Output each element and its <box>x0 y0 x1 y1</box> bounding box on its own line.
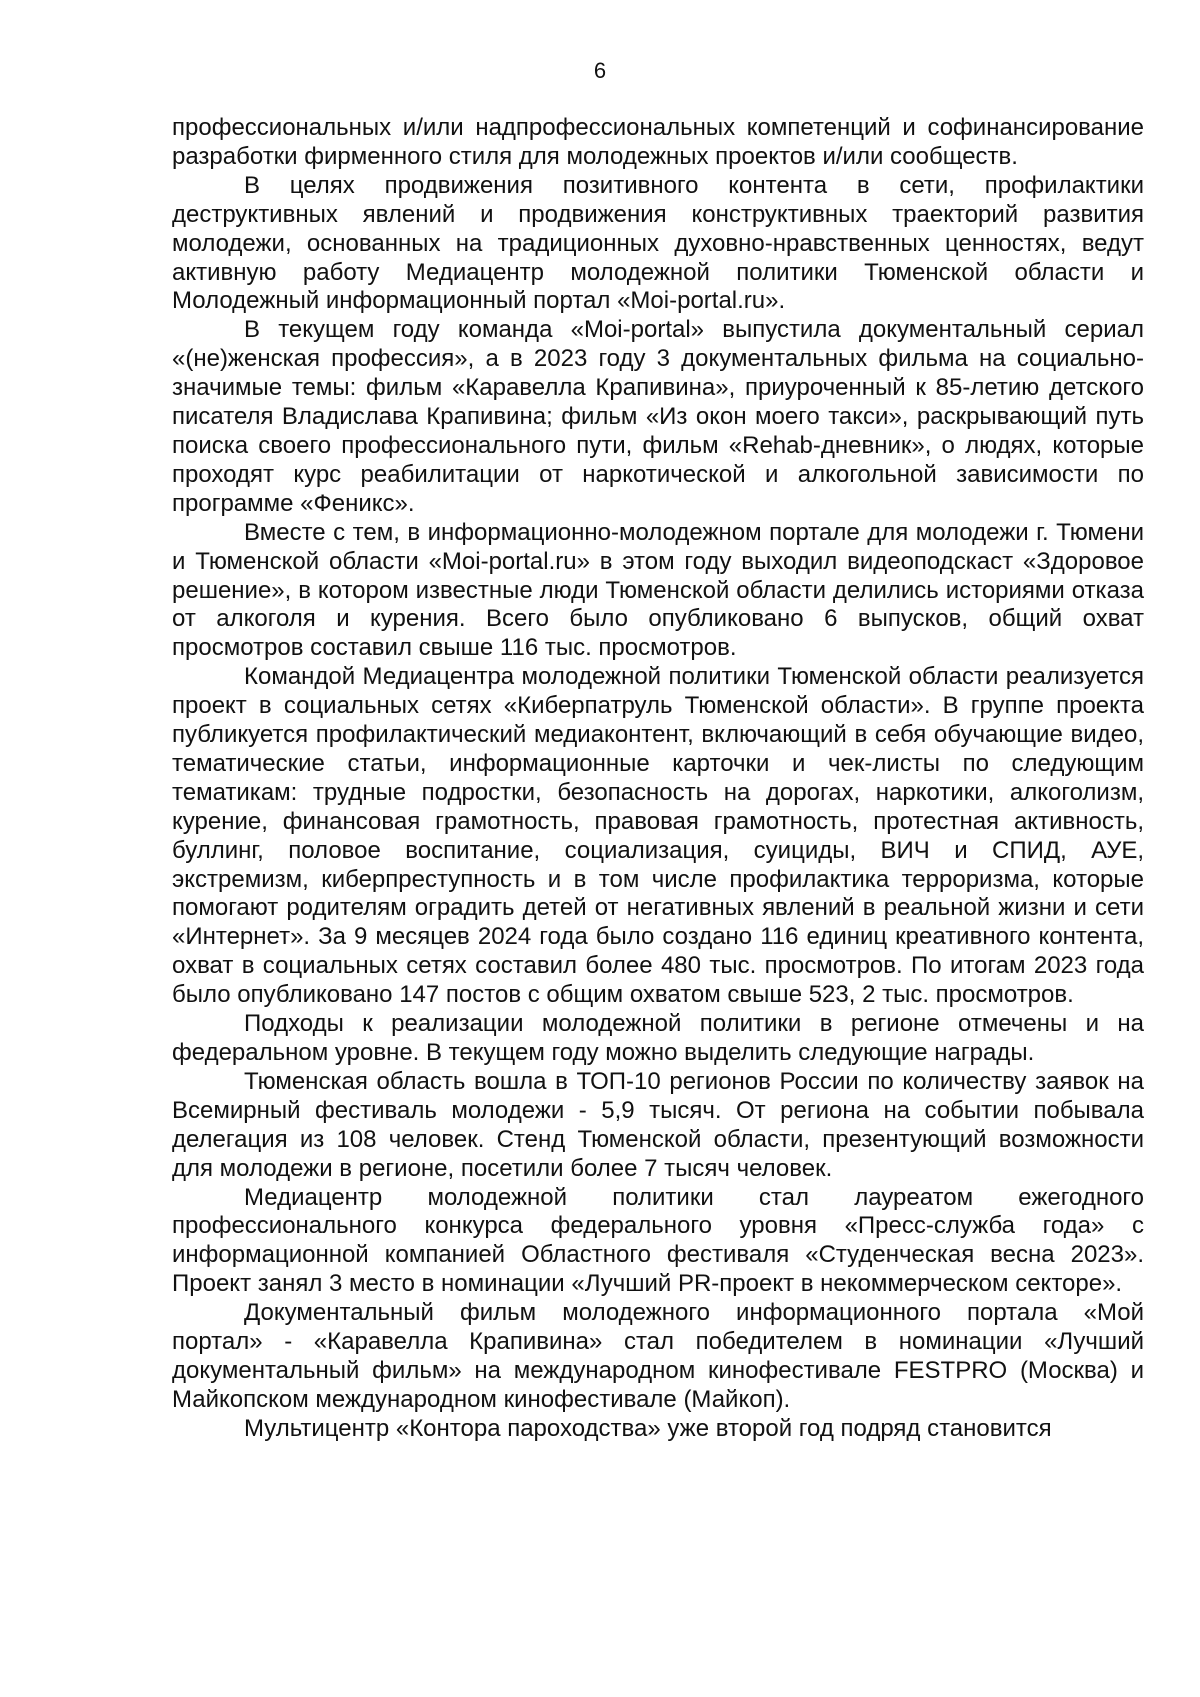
paragraph-festpro-award: Документальный фильм молодежного информационного портала «Мой портал» - «Каравелла Крапивина» стал победителем в номинации «Лучший документальный фильм» на международном кинофестивале FESTPRO (Москва) и Майкопском международном кинофестивале (Майкоп). <box>172 1299 1144 1413</box>
paragraph-videopodcast: Вместе с тем, в информационно-молодежном портале для молодежи г. Тюмени и Тюменской области «Moi-portal.ru» в этом году выходил видеоподскаст «Здоровое решение», в котором известные люди Тюменской области делились историями отказа от алкоголя и курения. Всего было опубликовано 6 выпусков, общий охват просмотров составил свыше 116 тыс. просмотров. <box>172 518 1144 662</box>
page-number: 6 <box>593 58 607 83</box>
document-body <box>172 114 1144 1444</box>
paragraph-multicenter: Мультицентр «Контора пароходства» уже второй год подряд становится <box>244 1414 1052 1442</box>
paragraph-cyberpatrol: Командой Медиацентра молодежной политики Тюменской области реализуется проект в социальных сетях «Киберпатруль Тюменской области». В группе проекта публикуется профилактический медиаконтент, включающий в себя обучающие видео, тематические статьи, информационные карточки и чек-листы по следующим тематикам: трудные подростки, безопасность на дорогах, наркотики, алкоголизм, курение, финансовая грамотность, правовая грамотность, протестная активность, буллинг, половое воспитание, социализация, суициды, ВИЧ и СПИД, АУЕ, экстремизм, киберпреступность и в том числе профилактика терроризма, которые помогают родителям оградить детей от негативных явлений в реальной жизни и сети «Интернет». За 9 месяцев 2024 года было создано 116 единиц креативного контента, охват в социальных сетях составил более 480 тыс. просмотров. По итогам 2023 года было опубликовано 147 постов с общим охватом свыше 523, 2 тыс. просмотров. <box>172 663 1144 1009</box>
paragraph-documentary-films: В текущем году команда «Moi-portal» выпустила документальный сериал «(не)женская профессия», а в 2023 году 3 документальных фильма на социально-значимые темы: фильм «Каравелла Крапивина», приуроченный к 85-летию детского писателя Владислава Крапивина; фильм «Из окон моего такси», раскрывающий путь поиска своего профессионального пути, фильм «Rehab-дневник», о людях, которые проходят курс реабилитации от наркотической и алкогольной зависимости по программе «Феникс». <box>172 316 1144 517</box>
paragraph-positive-content: В целях продвижения позитивного контента в сети, профилактики деструктивных явлений и продвижения конструктивных траекторий развития молодежи, основанных на традиционных духовно-нравственных ценностях, ведут активную работу Медиацентр молодежной политики Тюменской области и Молодежный информационный портал «Moi-portal.ru». <box>172 171 1144 315</box>
paragraph-federal-recognition: Подходы к реализации молодежной политики в регионе отмечены и на федеральном уровне. В текущем году можно выделить следующие награды. <box>172 1010 1144 1066</box>
paragraph-world-youth-festival: Тюменская область вошла в ТОП-10 регионов России по количеству заявок на Всемирный фестиваль молодежи - 5,9 тысяч. От региона на событии побывала делегация из 108 человек. Стенд Тюменской области, презентующий возможности для молодежи в регионе, посетили более 7 тысяч человек. <box>172 1067 1144 1182</box>
paragraph-competencies-continuation: профессиональных и/или надпрофессиональных компетенций и софинансирование разработки фирменного стиля для молодежных проектов и/или сообществ. <box>172 114 1144 170</box>
paragraph-press-service-award: Медиацентр молодежной политики стал лауреатом ежегодного профессионального конкурса федерального уровня «Пресс-служба года» с информационной компанией Областного фестиваля «Студенческая весна 2023». Проект занял 3 место в номинации «Лучший PR-проект в некоммерческом секторе». <box>172 1183 1144 1298</box>
